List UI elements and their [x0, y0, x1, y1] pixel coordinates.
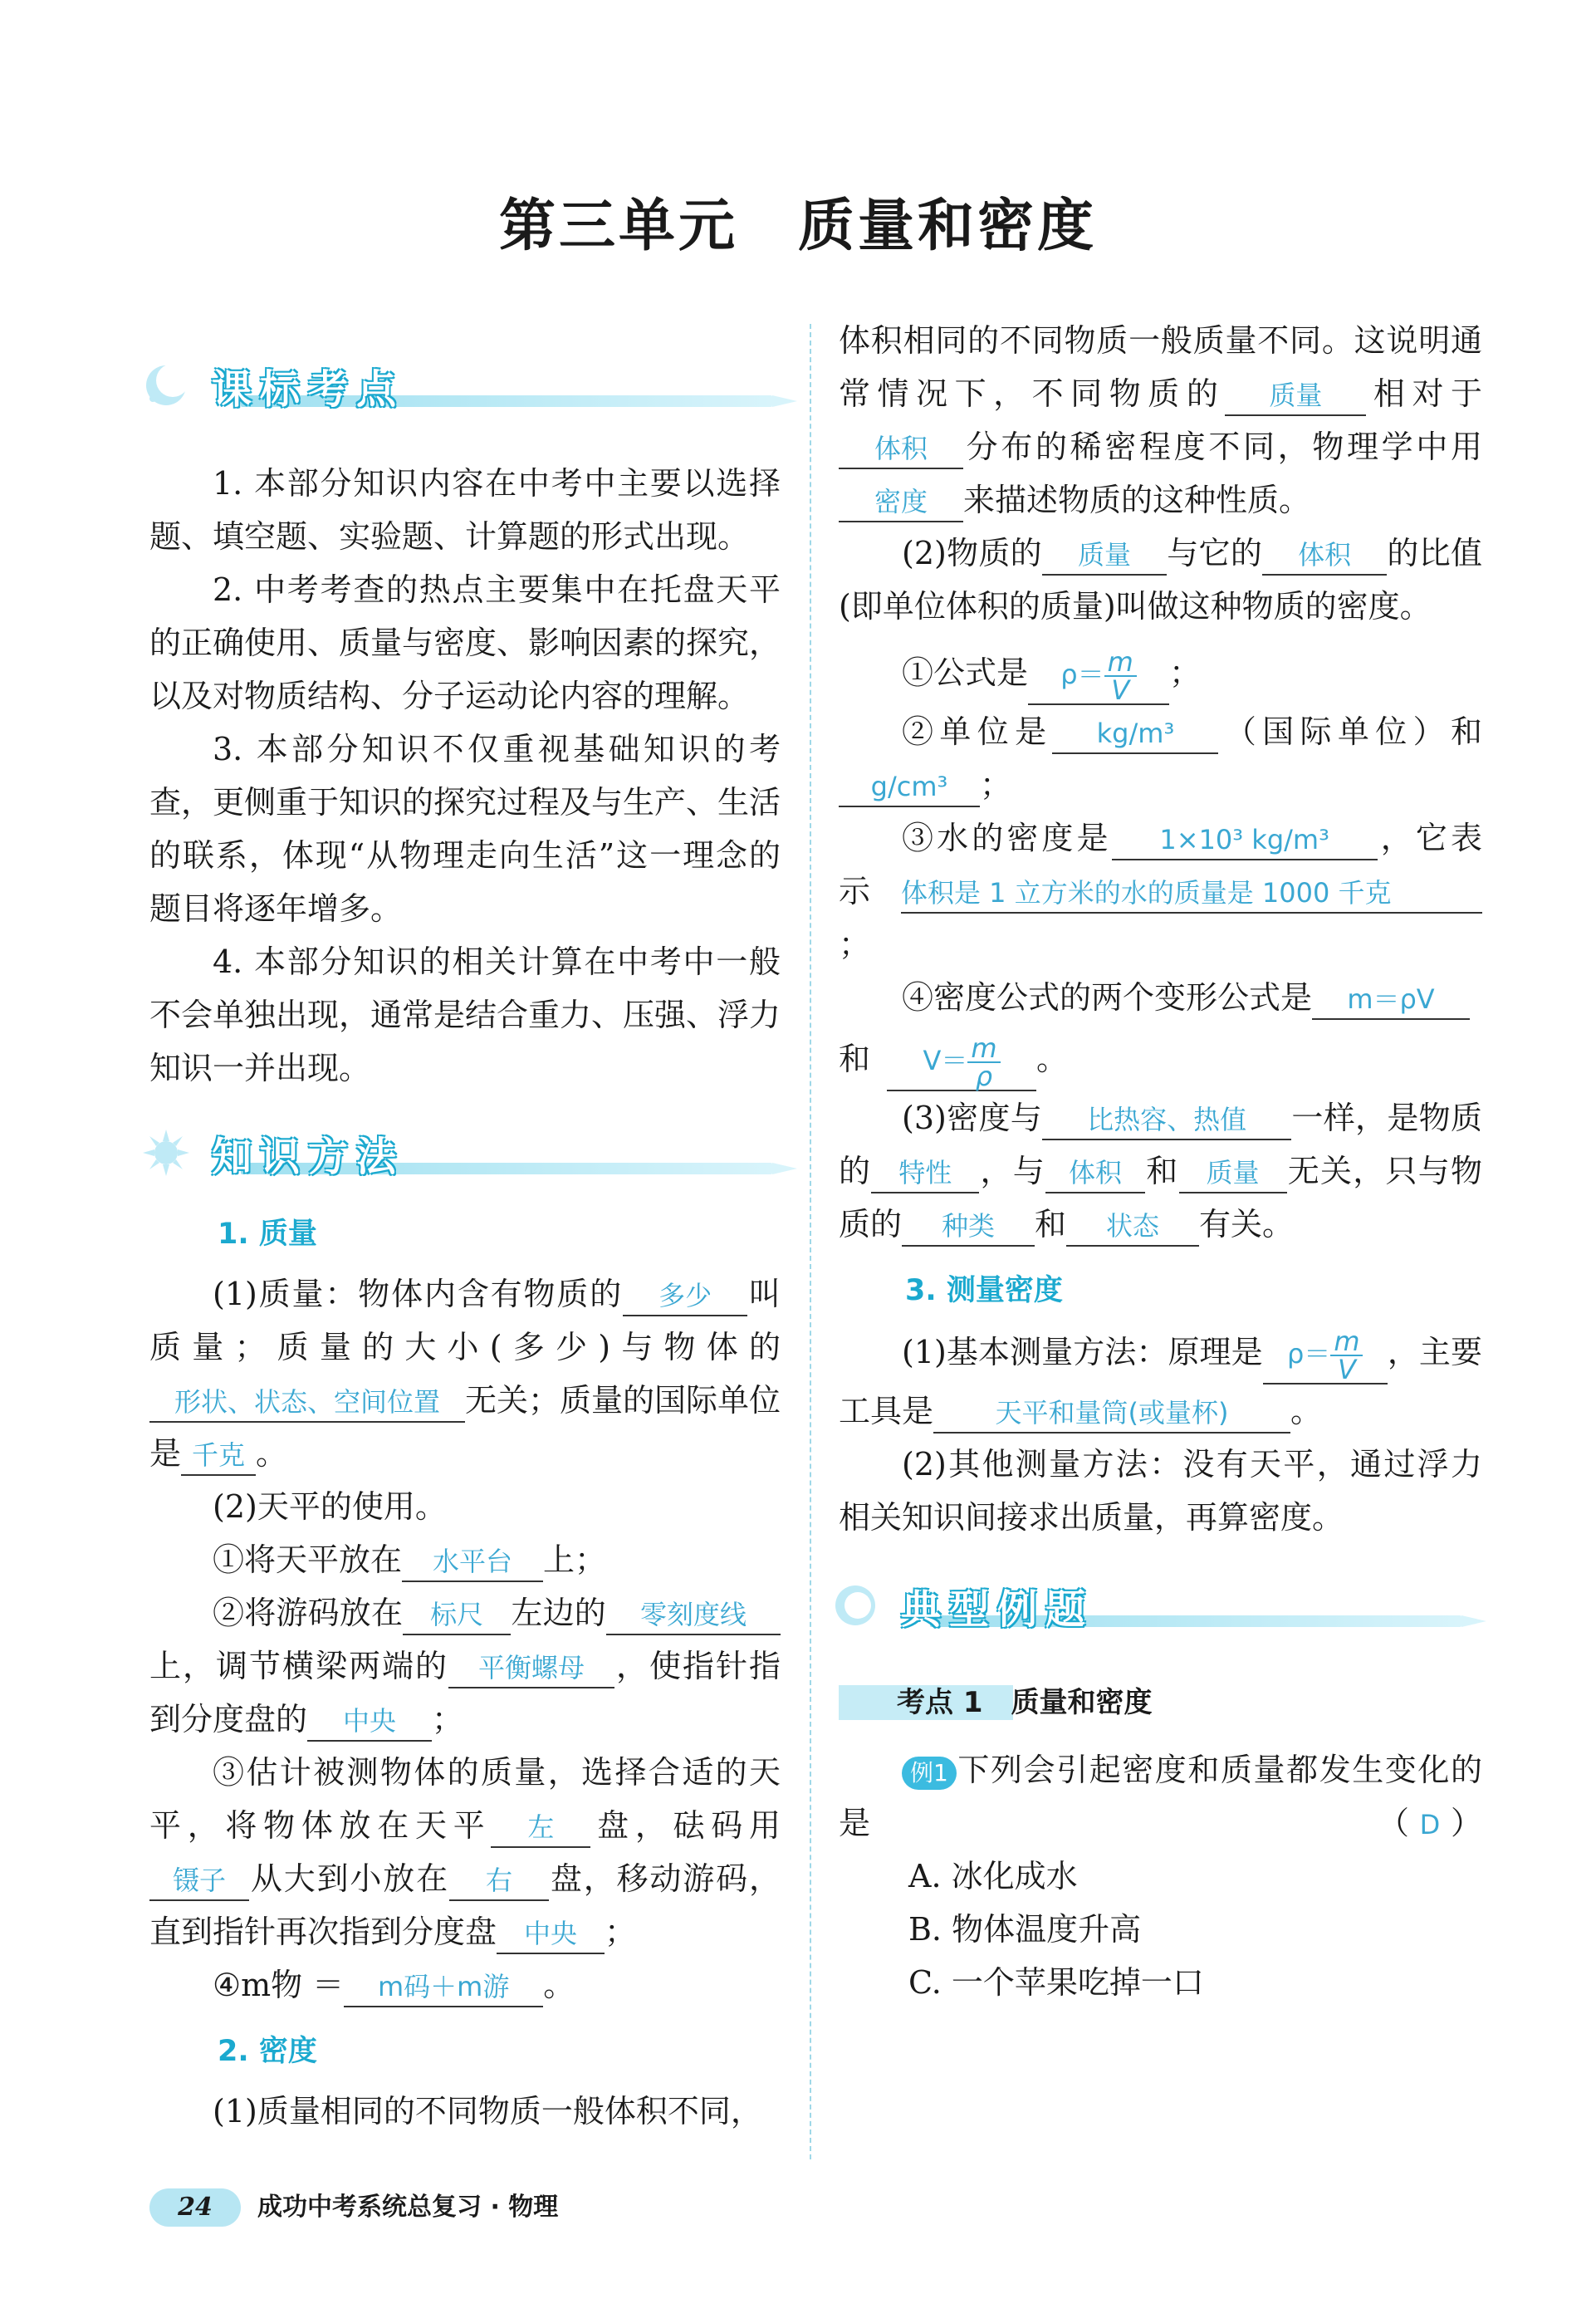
answer-blank: 1×10³ kg/m³	[1112, 821, 1378, 860]
sun-icon	[141, 1128, 191, 1178]
intro-paragraph-4: 4. 本部分知识的相关计算在中考中一般不会单独出现，通常是结合重力、压强、浮力知识一并出现。	[149, 943, 781, 1086]
left-column	[149, 316, 781, 2138]
example-answer: D	[1419, 1809, 1441, 1840]
option-b: B. 物体温度升高	[908, 1911, 1142, 1948]
crescent-icon	[141, 360, 191, 410]
answer-blank: 密度	[839, 483, 963, 522]
answer-blank: 体积	[1045, 1154, 1145, 1193]
answer-blank: 种类	[902, 1207, 1035, 1247]
page-number: 24	[149, 2188, 241, 2227]
section-title: 知识方法	[212, 1134, 405, 1180]
answer-blank: 天平和量筒(或量杯)	[933, 1394, 1290, 1433]
balance-step-1: ①将天平放在 水平台 上；	[149, 1533, 781, 1586]
answer-blank: 左	[491, 1808, 590, 1848]
water-density: ③水的密度是 1×10³ kg/m³ ，它表示体积是 1 立方米的水的质量是 1000 千克；	[839, 820, 1482, 963]
example-question: 例1 下列会引起密度和质量都发生变化的是 （ D ）	[839, 1743, 1482, 1850]
section-banner-zhishi	[141, 1125, 781, 1183]
measure-other: (2)其他测量方法：没有天平，通过浮力相关知识间接求出质量，再算密度。	[839, 1446, 1482, 1536]
formula-variants: ④密度公式的两个变形公式是 m＝ρV	[839, 971, 1482, 1024]
balance-step-3: ③估计被测物体的质量，选择合适的天平，将物体放在天平 左 盘，砝码用镊子 从大到小放在 右 盘，移动游码，直到指针再次指到分度盘 中央 ；	[149, 1746, 781, 1958]
fraction: $\frac{m}{V}$	[1330, 1328, 1363, 1383]
answer-blank: 零刻度线	[606, 1595, 781, 1635]
balance-usage: (2)天平的使用。	[213, 1488, 447, 1525]
answer-blank: 水平台	[402, 1542, 543, 1582]
answer-formula: ρ＝ $\frac{m}{V}$	[1028, 649, 1169, 705]
answer-blank: g/cm³	[839, 767, 980, 807]
option-a: A. 冰化成水	[908, 1858, 1078, 1894]
page-title: 第三单元 质量和密度	[498, 194, 1097, 259]
formula-variants-2: 和 V＝ $\frac{m}{\rho}$ 。	[839, 1032, 1069, 1092]
answer-blank: 状态	[1066, 1207, 1199, 1247]
measure-basic: (1)基本测量方法：原理是 ρ＝ $\frac{m}{V}$ ，主要工具是 天平和量筒(或量杯) 。	[839, 1326, 1482, 1438]
fraction: $\frac{m}{V}$	[1104, 649, 1137, 703]
right-column	[839, 314, 1482, 2009]
density-formula: ①公式是 ρ＝ $\frac{m}{V}$ ；	[902, 646, 1202, 706]
answer-blank: 体积是 1 立方米的水的质量是 1000 千克	[901, 874, 1482, 914]
kaodian-header	[839, 1682, 1482, 1723]
answer-blank: 多少	[623, 1277, 747, 1316]
density-unit: ②单位是 kg/m³ （国际单位）和g/cm³ ；	[839, 705, 1482, 811]
subheading-mass: 1. 质量	[218, 1218, 317, 1251]
kaodian-text: 考点 1 质量和密度	[897, 1686, 1153, 1719]
answer-blank: m码＋m游	[344, 1968, 543, 2007]
answer-blank: 标尺	[403, 1595, 511, 1635]
balance-step-2: ②将游码放在 标尺 左边的 零刻度线上，调节横梁两端的 平衡螺母 ，使指针指到分度盘的 中央 ；	[149, 1586, 781, 1746]
answer-blank: kg/m³	[1052, 714, 1218, 754]
answer-blank: 镊子	[149, 1861, 249, 1901]
answer-blank: 比热容、热值	[1042, 1100, 1291, 1140]
intro-paragraph-3: 3. 本部分知识不仅重视基础知识的考查，更侧重于知识的探究过程及与生产、生活的联系，体现“从物理走向生活”这一理念的题目将逐年增多。	[149, 731, 781, 927]
example-badge: 例1	[902, 1757, 957, 1790]
ring-icon	[830, 1581, 880, 1630]
answer-blank: 质量	[1225, 376, 1366, 416]
answer-blank: 特性	[871, 1154, 979, 1193]
answer-blank: 体积	[839, 429, 963, 469]
answer-blank: m＝ρV	[1312, 980, 1470, 1020]
intro-paragraph-2: 2. 中考考查的热点主要集中在托盘天平的正确使用、质量与密度、影响因素的探究，以及对物质结构、分子运动论内容的理解。	[149, 571, 781, 714]
answer-blank: 右	[449, 1861, 549, 1901]
intro-paragraph-1: 1. 本部分知识内容在中考中主要以选择题、填空题、实验题、计算题的形式出现。	[149, 465, 781, 555]
subheading-density: 2. 密度	[218, 2035, 317, 2068]
density-concept: 体积相同的不同物质一般质量不同。这说明通常情况下，不同物质的 质量 相对于体积 分布的稀密程度不同，物理学中用密度 来描述物质的这种性质。	[839, 314, 1482, 527]
answer-blank: 千克	[181, 1436, 256, 1476]
section-title: 课标考点	[212, 366, 405, 413]
option-c: C. 一个苹果吃掉一口	[908, 1964, 1204, 2001]
column-divider	[810, 324, 811, 2159]
answer-blank: 体积	[1262, 536, 1387, 576]
subheading-measure-density: 3. 测量密度	[905, 1274, 1063, 1307]
answer-formula: V＝ $\frac{m}{\rho}$	[887, 1035, 1036, 1091]
mass-definition: (1)质量：物体内含有物质的 多少 叫质量；质量的大小(多少)与物体的形状、状态、空间位置 无关；质量的国际单位是 千克 。	[149, 1267, 781, 1480]
balance-step-4: ④m物 ＝ m码＋m游 。	[149, 1958, 781, 2012]
density-definition: (2)物质的 质量 与它的 体积 的比值(即单位体积的质量)叫做这种物质的密度。	[839, 535, 1482, 625]
section-banner-dianxing	[830, 1577, 1482, 1635]
section-title: 典型例题	[901, 1586, 1094, 1633]
density-intro: (1)质量相同的不同物质一般体积不同，	[213, 2093, 762, 2129]
fraction: $\frac{m}{\rho}$	[967, 1035, 1000, 1090]
answer-blank: 质量	[1042, 536, 1167, 576]
answer-blank: 形状、状态、空间位置	[149, 1383, 465, 1423]
answer-blank: 质量	[1179, 1154, 1287, 1193]
book-title: 成功中考系统总复习 · 物理	[257, 2193, 559, 2222]
answer-bracket: （ D ）	[1314, 1796, 1482, 1850]
answer-blank: 中央	[497, 1914, 605, 1954]
answer-blank: 中央	[307, 1702, 432, 1742]
density-property: (3)密度与 比热容、热值 一样，是物质的 特性 ，与 体积 和 质量 无关，只与物质的 种类 和 状态 有关。	[839, 1091, 1482, 1251]
section-banner-kebiao	[141, 357, 781, 415]
answer-blank: 平衡螺母	[448, 1649, 614, 1688]
answer-formula: ρ＝ $\frac{m}{V}$	[1263, 1328, 1388, 1384]
